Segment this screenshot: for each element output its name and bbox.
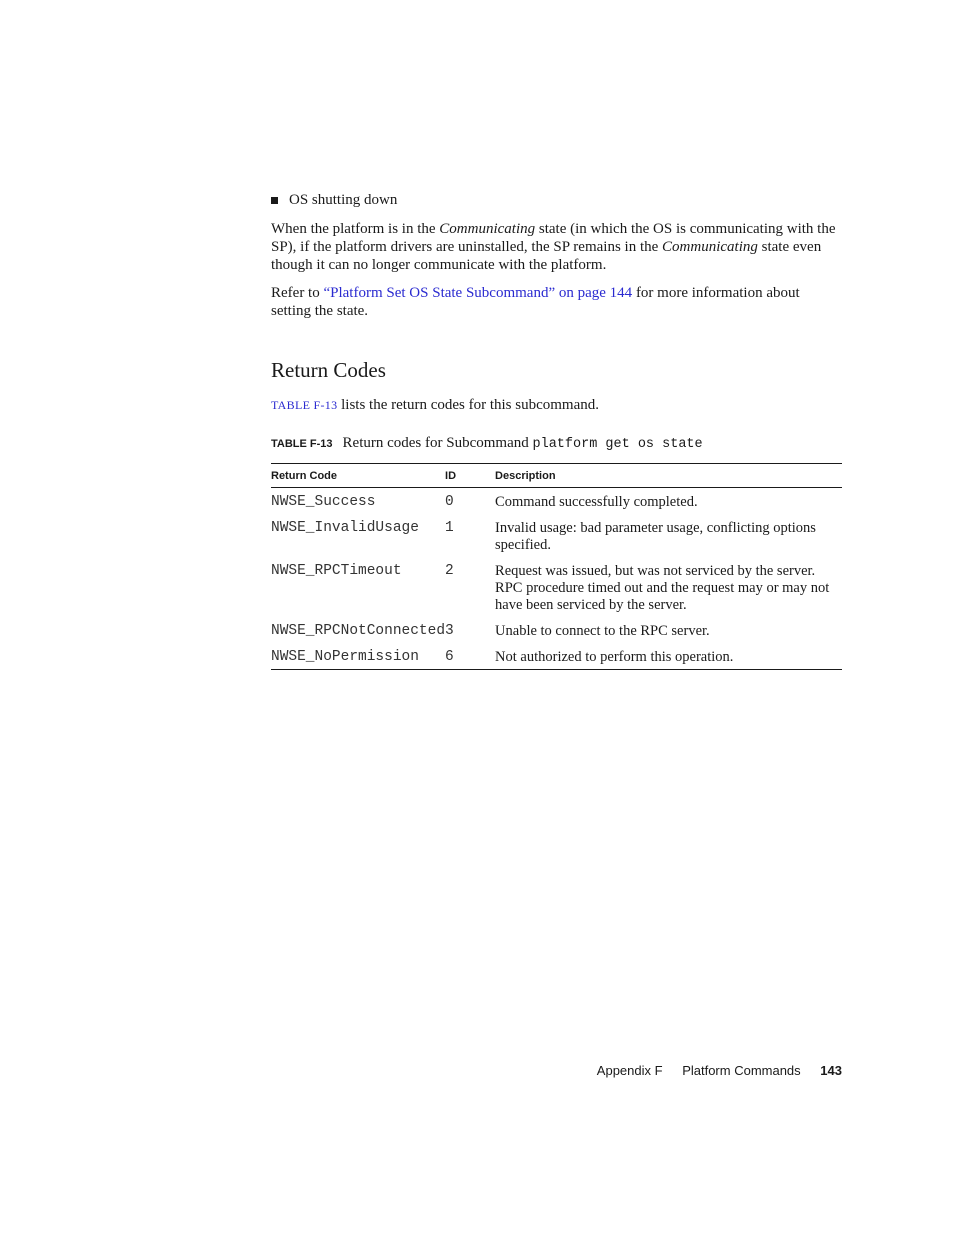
table-header-row [271, 464, 842, 488]
page-number: 143 [820, 1063, 842, 1078]
cell-description: Unable to connect to the RPC server. [495, 623, 710, 639]
bullet-item [271, 190, 842, 210]
cross-reference-link[interactable]: “Platform Set OS State Subcommand” on page 144 [323, 285, 633, 301]
cell-return-code: NWSE_InvalidUsage [271, 520, 419, 536]
emphasis: Communicating [662, 239, 758, 255]
cell-id: 6 [445, 643, 495, 670]
footer-appendix: Appendix F [596, 1063, 663, 1078]
cell-id: 2 [445, 563, 454, 579]
cell-return-code: NWSE_RPCTimeout [271, 563, 402, 579]
table-row [271, 643, 842, 670]
section-title: Return Codes [271, 358, 386, 382]
cell-description: Command successfully completed. [495, 494, 698, 510]
table-caption-text: Return codes for Subcommand [342, 435, 533, 451]
table-caption-code: platform get os state [532, 437, 703, 452]
cell-description: Invalid usage: bad parameter usage, conflicting options specified. [495, 520, 816, 553]
bullet-text: OS shutting down [289, 192, 398, 208]
text: state (in which the OS is communicating with the SP), if the platform drivers are uninstalled, the SP remains in the [271, 221, 836, 255]
page-footer [581, 1063, 842, 1078]
column-header-id: ID [445, 464, 495, 488]
cell-id: 1 [445, 520, 454, 536]
text: for more information about setting the state. [271, 285, 800, 319]
page-content [271, 190, 842, 670]
paragraph-communicating-state [271, 220, 842, 274]
cell-return-code: NWSE_RPCNotConnected [271, 623, 446, 639]
footer-chapter: Platform Commands [682, 1063, 801, 1078]
cell-description: Request was issued, but was not serviced by the server. RPC procedure timed out and the request may or may not have been serviced by the server. [495, 563, 830, 613]
cell-id: 0 [445, 494, 454, 510]
table-row [271, 488, 842, 515]
return-codes-table [271, 463, 842, 670]
emphasis: Communicating [439, 221, 536, 237]
paragraph-table-intro [271, 396, 842, 414]
square-bullet-icon [271, 197, 278, 204]
table-caption [271, 434, 842, 454]
paragraph-refer [271, 284, 842, 320]
cell-id: 3 [445, 623, 454, 639]
table-caption-label: TABLE F-13 [271, 438, 333, 450]
table-reference-link[interactable]: TABLE F-13 [271, 398, 338, 412]
cell-return-code: NWSE_NoPermission [271, 643, 445, 670]
column-header-description: Description [495, 464, 842, 488]
table-row [271, 514, 842, 557]
table-row [271, 617, 842, 643]
cell-description: Not authorized to perform this operation. [495, 643, 842, 670]
text: Refer to [271, 285, 324, 301]
column-header-return-code: Return Code [271, 464, 445, 488]
text: lists the return codes for this subcommand. [337, 397, 599, 413]
table-row [271, 557, 842, 617]
cell-return-code: NWSE_Success [271, 494, 376, 510]
text: When the platform is in the [271, 221, 440, 237]
text: state even though it can no longer communicate with the platform. [271, 239, 822, 273]
